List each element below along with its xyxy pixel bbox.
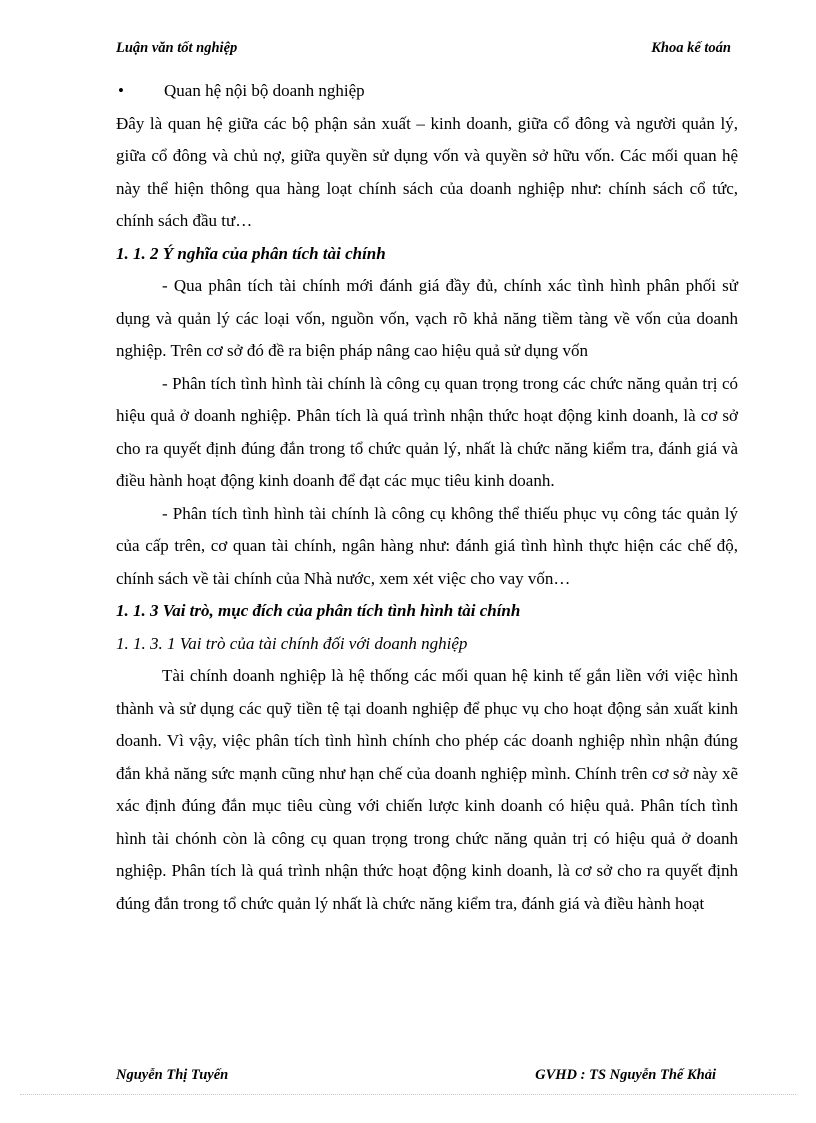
subsection-heading-1-1-3-1: 1. 1. 3. 1 Vai trò của tài chính đối với doanh nghiệp [116,633,468,653]
footer-author: Nguyễn Thị Tuyến [116,1067,229,1083]
page-header [116,40,731,60]
page-footer [116,1067,716,1087]
page-bottom-divider [20,1094,796,1095]
page-content [116,75,738,920]
paragraph-significance-1: - Qua phân tích tài chính mới đánh giá đầy đủ, chính xác tình hình phân phối sử dụng và quản lý các loại vốn, nguồn vốn, vạch rõ khả năng tiềm tàng về vốn của doanh nghiệp. Trên cơ sở đó đề ra biện pháp nâng cao hiệu quả sử dụng vốn [116,276,738,360]
bullet-text: Quan hệ nội bộ doanh nghiệp [164,81,365,100]
section-heading-1-1-2: 1. 1. 2 Ý nghĩa của phân tích tài chính [116,243,386,263]
paragraph-intro: Đây là quan hệ giữa các bộ phận sản xuất – kinh doanh, giữa cổ đông và người quản lý, giữa cổ đông và chủ nợ, giữa quyền sử dụng vốn và quyền sở hữu vốn. Các mối quan hệ này thể hiện thông qua hàng loạt chính sách của doanh nghiệp như: chính sách cổ tức, chính sách đầu tư… [116,113,738,230]
section-heading-1-1-3: 1. 1. 3 Vai trò, mục đích của phân tích tình hình tài chính [116,601,521,620]
footer-supervisor: GVHD : TS Nguyễn Thế Khải [535,1067,716,1083]
bullet-icon: • [118,81,124,100]
header-faculty: Khoa kế toán [651,40,731,56]
paragraph-significance-2: - Phân tích tình hình tài chính là công cụ quan trọng trong các chức năng quản trị có hiệu quả ở doanh nghiệp. Phân tích là quá trình nhận thức hoạt động kinh doanh, là cơ sở cho ra quyết định đúng đắn trong tổ chức quản lý, nhất là chức năng kiểm tra, đánh giá và điều hành hoạt động kinh doanh để đạt các mục tiêu kinh doanh. [116,373,738,490]
header-thesis-title: Luận văn tốt nghiệp [116,40,238,56]
paragraph-role: Tài chính doanh nghiệp là hệ thống các mối quan hệ kinh tế gắn liền với việc hình thành và sử dụng các quỹ tiền tệ tại doanh nghiệp để phục vụ cho hoạt động sản xuất kinh doanh. Vì vậy, việc phân tích tình hình chính cho phép các doanh nghiệp nhìn nhận đúng đắn khả năng sức mạnh cũng như hạn chế của doanh nghiệp mình. Chính trên cơ sở này xẽ xác định đúng đắn mục tiêu cùng với chiến lược kinh doanh có hiệu quả. Phân tích tình hình tài chónh còn là công cụ quan trọng trong chức năng quản trị có hiệu quả ở doanh nghiệp. Phân tích là quá trình nhận thức hoạt động kinh doanh, là cơ sở cho ra quyết định đúng đắn trong tổ chức quản lý nhất là chức năng kiểm tra, đánh giá và điều hành hoạt [116,666,738,913]
bullet-item [116,75,738,108]
paragraph-significance-3: - Phân tích tình hình tài chính là công cụ không thể thiếu phục vụ công tác quản lý của cấp trên, cơ quan tài chính, ngân hàng như: đánh giá tình hình thực hiện các chế độ, chính sách về tài chính của Nhà nước, xem xét việc cho vay vốn… [116,503,738,588]
